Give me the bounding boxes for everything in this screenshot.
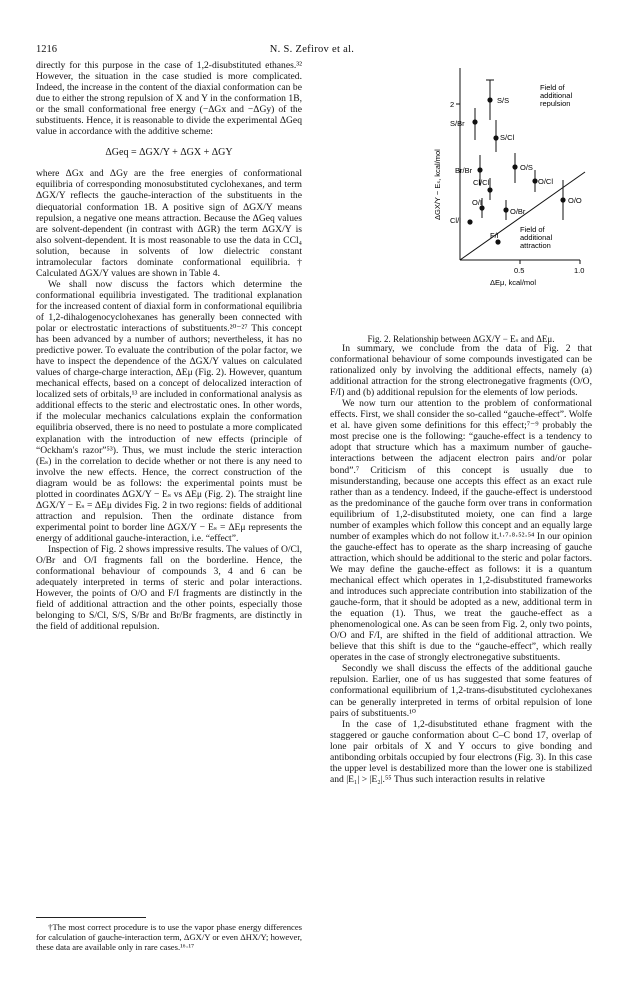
point-label-fi: F/I — [490, 231, 499, 240]
field-repulsion-2: additional — [540, 91, 573, 100]
point-label-ss: S/S — [497, 96, 510, 105]
left-paragraph-2: where ΔGx and ΔGy are the free energies of conformational equilibria of corresponding monosubstituted cyclohexanes, and term ΔGX/Y reflects the gauche-interaction of the substituents in the diequatorial conformation 1B. A positive sign of ΔGX/Y means repulsion, a negative one means attraction. Because the ΔGeq values are solvent-dependent (in contrast with ΔGR) the term ΔGX/Y is also solvent-dependent. It is most reasonable to use the data in CCl₄ solution, because in solvents of low dielectric constant intramolecular factors dominate conformational equilibria.† Calculated ΔGX/Y values are shown in Table 4. — [36, 168, 302, 279]
right-paragraph-4: In the case of 1,2-disubstituted ethane fragment with the staggered or gauche conformation about C–C bond 17, overlap of lone pair orbitals of X and Y occurs to give bonding and antibonding orbitals occupied by four electrons (Fig. 3). In this case the upper level is destabilized more than the lower one is stabilized and |E₁| > |E₂|.⁵⁵ Thus such interaction results in relative — [330, 718, 592, 785]
point-label-brbr: Br/Br — [455, 166, 473, 175]
field-repulsion-1: Field of — [540, 83, 565, 92]
footnote-text: †The most correct procedure is to use the vapor phase energy differences for calculation of gauche-interaction term, ΔGX/Y or even ΔHX/Y; however, these data are available only in rare cases.¹⁶·¹⁷ — [36, 922, 302, 952]
figure-2 — [420, 60, 624, 330]
point-label-oi: O/I — [472, 198, 483, 207]
x-tick-label-2: 1.0 — [574, 266, 585, 275]
left-paragraph-4: Inspection of Fig. 2 shows impressive results. The values of O/Cl, O/Br and O/I fragments fall on the borderline. Hence, the conformational behaviour of compounds 3, 4 and 6 can be adequately interpreted in terms of steric and polar interactions. However, the points of O/O and F/I fragments are distinctly in the field of additional attraction and the other points, especially those belonging to S/Cl, S/S, S/Br and Br/Br fragments, are distinctly in the field of additional repulsion. — [36, 543, 302, 633]
field-attraction-3: attraction — [520, 241, 551, 250]
equation-1: ΔGeq = ΔGX/Y + ΔGX + ΔGY — [105, 147, 233, 159]
field-attraction-1: Field of — [520, 225, 545, 234]
left-column — [36, 60, 302, 632]
x-axis-label: ΔEμ, kcal/mol — [490, 278, 537, 287]
y-axis-label: ΔGX/Y − Eₛ, kcal/mol — [433, 149, 442, 220]
right-paragraph-3: Secondly we shall discuss the effects of the additional gauche repulsion. Earlier, one of us has suggested that some features of conformational equilibrium of 1,2-trans-disubstituted cyclohexanes can be generally interpreted in terms of orbital repulsion of lone pairs of substituents.¹⁰ — [330, 663, 592, 719]
field-repulsion-3: repulsion — [540, 99, 571, 108]
right-paragraph-2: We now turn our attention to the problem of conformational effects. First, we shall consider the so-called “gauche-effect”. Wolfe et al. have given some definitions for this effect;⁷⁻⁹ probably the most precise one is the following: “gauche-effect is a tendency to adopt that structure which has a maximum number of gauche-interactions between the adjacent electron pairs and/or polar bond”.⁷ Criticism of this concept is usually due to misunderstanding, because one accepts this effect as an exact rule rather than as a tendency. Indeed, if the gauche-effect is understood as the predominance of the gauche form over trans in conformation equilibrium of 1,2-disubstituted moiety, one can find a large number of examples which follow this concept and an equally large number of examples which do not follow it.¹·⁷·⁸·⁵²·⁵⁴ In our opinion the gauche-effect has to operate as the sharp increasing of gauche attraction, which should be additional to the steric and polar factors. We may define the gauche-effect as follows: it is a quantum mechanical effect which operates in 1,2-disubstituted frameworks and introduces such appreciate contribution into stabilization of the gauche-form, that it should be adopted as a new, additional term in the equation (1). Thus, we treat the gauche-effect as a phenomenological one. As can be seen from Fig. 2, only two points, O/O and F/I, are shifted in the field of additional attraction. We believe that this shift is due to the “gauche-effect”, which really operates in the case of strongly electronegative substituents. — [330, 398, 592, 664]
footnote-rule — [36, 917, 146, 918]
point-label-oo: O/O — [568, 196, 582, 205]
point-label-cli: Cl/I — [450, 216, 462, 225]
point-label-sbr: S/Br — [450, 119, 465, 128]
running-head: N. S. Zefirov et al. — [269, 44, 355, 55]
left-paragraph-1: directly for this purpose in the case of 1,2-disubstituted ethanes.³² However, the situation in the case studied is more complicated. Indeed, the increase in the content of the diaxial conformation can be due to either the strong repulsion of X and Y in the conformation 1B, or the small conformational free energy (−ΔGx and −ΔGy) of the substituents. Hence, it is reasonable to divide the experimental ΔGeq value in accordance with the additive scheme: — [36, 60, 302, 138]
right-paragraph-1: In summary, we conclude from the data of Fig. 2 that conformational behaviour of some compounds investigated can be rationalized only by involving the additional effects, namely (a) additional attraction for the strong electronegative fragments (O/O, F/I) and (b) additional repulsion for the elements of low periods. — [330, 343, 592, 399]
point-label-clcl: Cl/Cl — [473, 178, 490, 187]
point-label-scl: S/Cl — [500, 133, 515, 142]
footnote — [36, 917, 302, 952]
page-number: 1216 — [36, 44, 57, 55]
x-tick-label-1: 0.5 — [514, 266, 525, 275]
figure-2-plot — [420, 60, 620, 330]
figure-caption: Fig. 2. Relationship between ΔGX/Y − Eₛ and ΔEμ. — [367, 334, 555, 344]
point-label-os: O/S — [520, 163, 533, 172]
point-label-obr: O/Br — [510, 207, 526, 216]
left-paragraph-3: We shall now discuss the factors which determine the conformational equilibria investigated. The traditional explanation for the increased content of diaxial form in conformational equilibria of 1,2-dihalogenocyclohexanes has generally been connected with polar or electrostatic interactions of substituents.²⁰⁻²⁷ This concept has been advanced by a number of authors; nevertheless, it has no predictive power. To evaluate the contribution of the polar factor, we have to inspect the dependence of the ΔGX/Y values on calculated values of charge-charge interaction, ΔEμ (Fig. 2). However, quantum mechanical effects, based on a concept of delocalized interaction of localized sets of orbitals,¹³ are included in conformational analysis as additional effects to the steric and electrostatic ones. In other words, if the molecular mechanics calculations explain the conformation equilibria observed, there is no need to postulate a more complicated explanation with the introduction of new effects (principle of “Ockham's razor”⁵³). Thus, we must include the steric interaction (Eₛ) in the correlation to decide whether or not there is any need to involve the new effects. Hence, the correct construction of the diagram would be as follows: the experimental points must be plotted in coordinates ΔGX/Y − Eₛ vs ΔEμ (Fig. 2). The straight line ΔGX/Y − Eₛ = ΔEμ divides Fig. 2 in two regions: fields of additional attraction and repulsion. Then the ordinate distance from experimental point to border line ΔGX/Y − Eₛ = ΔEμ represents the energy of additional gauche-interaction, i.e. “effect”. — [36, 278, 302, 544]
field-attraction-2: additional — [520, 233, 553, 242]
page-header — [36, 44, 588, 58]
y-tick-label: 2 — [450, 100, 455, 109]
point-label-ocl: O/Cl — [538, 177, 553, 186]
